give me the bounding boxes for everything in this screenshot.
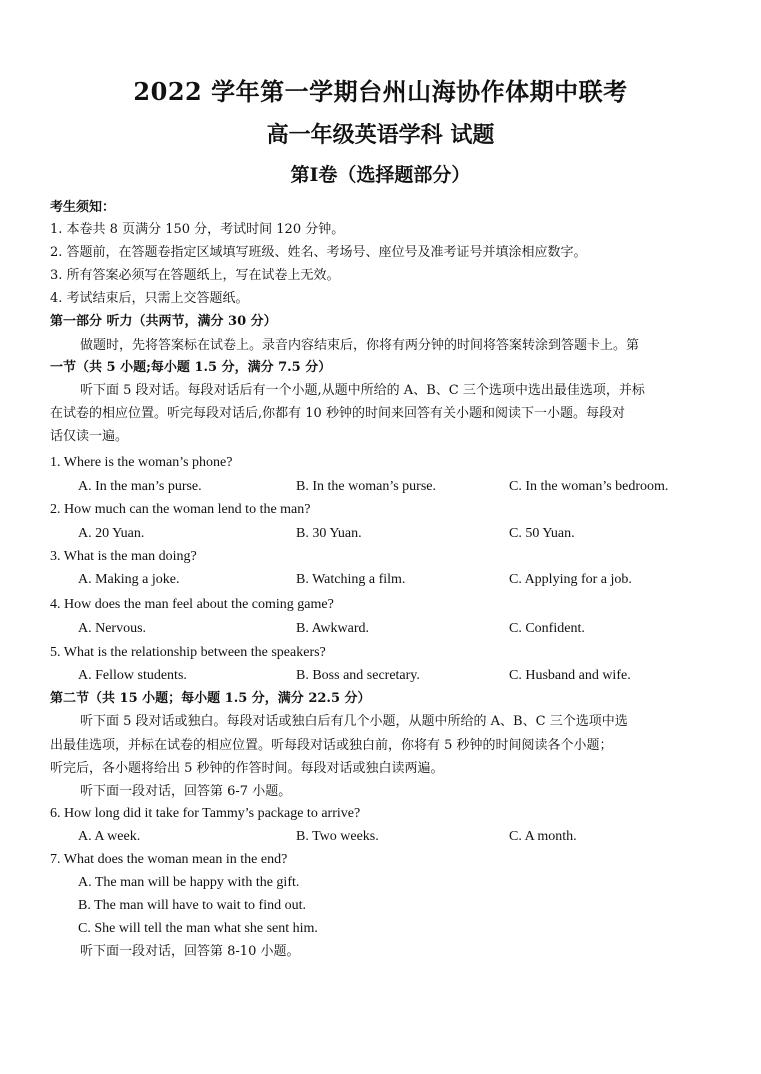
notice-heading: 考生须知： <box>50 200 116 215</box>
listen-instruction-6-7: 听下面一段对话，回答第 6-7 小题。 <box>80 784 292 799</box>
question-1-option-c: C. In the woman’s bedroom. <box>509 479 669 494</box>
question-4-option-c: C. Confident. <box>509 621 585 636</box>
question-3-option-b: B. Watching a film. <box>296 572 406 587</box>
question-7: 7. What does the woman mean in the end? <box>50 852 288 867</box>
question-7-option-a: A. The man will be happy with the gift. <box>78 875 300 890</box>
section1-instructions-line3: 话仅读一遍。 <box>50 429 129 444</box>
part1-intro-line1: 做题时，先将答案标在试卷上。录音内容结束后，你将有两分钟的时间将答案转涂到答题卡上。第 <box>80 338 640 353</box>
question-6-option-c: C. A month. <box>509 829 577 844</box>
question-2-option-b: B. 30 Yuan. <box>296 526 362 541</box>
notice-item-2: 2. 答题前，在答题卷指定区域填写班级、姓名、考场号、座位号及准考证号并填涂相应数字。 <box>50 245 587 260</box>
question-3-option-a: A. Making a joke. <box>78 572 180 587</box>
question-2: 2. How much can the woman lend to the man? <box>50 502 311 517</box>
question-1: 1. Where is the woman’s phone? <box>50 455 233 470</box>
section1-instructions-line2: 在试卷的相应位置。听完每段对话后,你都有 10 秒钟的时间来回答有关小题和阅读下一小题。每段对 <box>50 406 625 421</box>
question-1-option-b: B. In the woman’s purse. <box>296 479 436 494</box>
section2-instructions-line3: 听完后，各小题将给出 5 秒钟的作答时间。每段对话或独白读两遍。 <box>50 761 444 776</box>
exam-subtitle: 高一年级英语学科 试题 <box>266 122 495 148</box>
section1-heading: 一节（共 5 小题;每小题 1.5 分，满分 7.5 分） <box>50 360 332 375</box>
section2-heading: 第二节（共 15 小题；每小题 1.5 分，满分 22.5 分） <box>50 691 371 706</box>
question-2-option-a: A. 20 Yuan. <box>78 526 145 541</box>
question-5-option-a: A. Fellow students. <box>78 668 187 683</box>
question-6-option-a: A. A week. <box>78 829 141 844</box>
question-6: 6. How long did it take for Tammy’s package to arrive? <box>50 806 361 821</box>
question-2-option-c: C. 50 Yuan. <box>509 526 575 541</box>
question-1-option-a: A. In the man’s purse. <box>78 479 202 494</box>
question-6-option-b: B. Two weeks. <box>296 829 379 844</box>
notice-item-4: 4. 考试结束后，只需上交答题纸。 <box>50 291 249 306</box>
section2-instructions-line2: 出最佳选项，并标在试卷的相应位置。听每段对话或独白前，你将有 5 秒钟的时间阅读各个小题； <box>50 738 613 753</box>
question-5-option-b: B. Boss and secretary. <box>296 668 420 683</box>
question-3-option-c: C. Applying for a job. <box>509 572 632 587</box>
question-4: 4. How does the man feel about the coming game? <box>50 597 334 612</box>
question-4-option-b: B. Awkward. <box>296 621 369 636</box>
question-7-option-c: C. She will tell the man what she sent him. <box>78 921 318 936</box>
listen-instruction-8-10: 听下面一段对话，回答第 8-10 小题。 <box>80 944 300 959</box>
notice-item-3: 3. 所有答案必须写在答题纸上，写在试卷上无效。 <box>50 268 340 283</box>
section1-instructions-line1: 听下面 5 段对话。每段对话后有一个小题,从题中所给的 A、B、C 三个选项中选出最佳选项，并标 <box>80 383 645 398</box>
notice-item-1: 1. 本卷共 8 页满分 150 分，考试时间 120 分钟。 <box>50 222 345 237</box>
section2-instructions-line1: 听下面 5 段对话或独白。每段对话或独白后有几个小题，从题中所给的 A、B、C 三个选项中选 <box>80 714 628 729</box>
paper-section-title: 第Ⅰ卷（选择题部分） <box>290 164 471 186</box>
exam-title: 2022 学年第一学期台州山海协作体期中联考 <box>133 77 628 106</box>
question-5-option-c: C. Husband and wife. <box>509 668 631 683</box>
question-7-option-b: B. The man will have to wait to find out. <box>78 898 306 913</box>
question-3: 3. What is the man doing? <box>50 549 197 564</box>
question-4-option-a: A. Nervous. <box>78 621 147 636</box>
part1-heading: 第一部分 听力（共两节，满分 30 分） <box>50 314 277 329</box>
question-5: 5. What is the relationship between the speakers? <box>50 645 326 660</box>
